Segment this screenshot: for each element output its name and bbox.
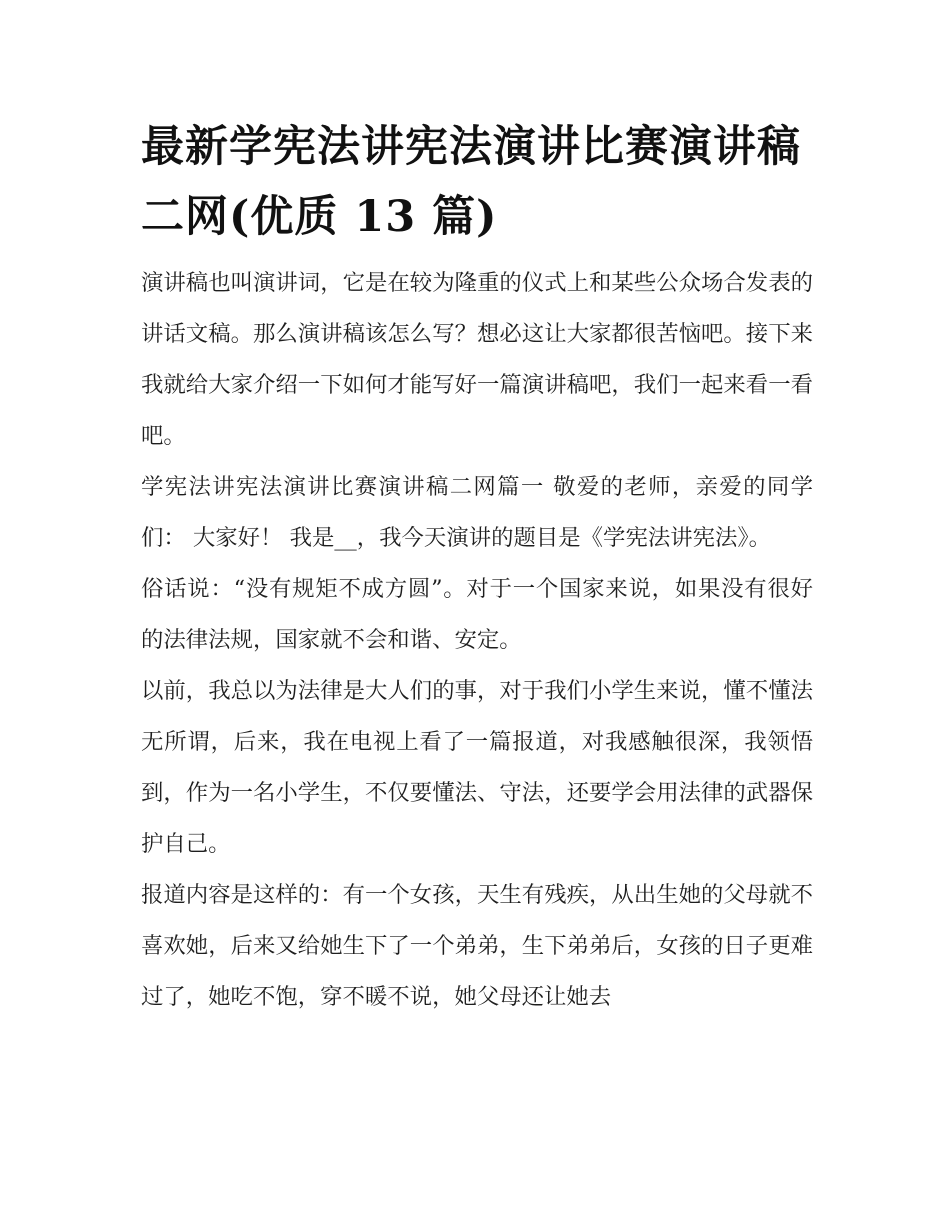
paragraph-speech-opening: 学宪法讲宪法演讲比赛演讲稿二网篇一 敬爱的老师，亲爱的同学们： 大家好！ 我是__，我今天演讲的题目是《学宪法讲宪法》。 — [141, 474, 813, 551]
document-title: 最新学宪法讲宪法演讲比赛演讲稿二网(优质 13 篇) — [141, 122, 801, 242]
paragraph-intro: 演讲稿也叫演讲词，它是在较为隆重的仪式上和某些公众场合发表的讲话文稿。那么演讲稿该怎么写？想必这让大家都很苦恼吧。接下来我就给大家介绍一下如何才能写好一篇演讲稿吧，我们一起来看一看吧。 — [141, 270, 813, 449]
paragraph-reflection: 以前，我总以为法律是大人们的事，对于我们小学生来说，懂不懂法无所谓，后来，我在电视上看了一篇报道，对我感触很深，我领悟到，作为一名小学生，不仅要懂法、守法，还要学会用法律的武器保护自己。 — [141, 678, 813, 857]
paragraph-report: 报道内容是这样的：有一个女孩，天生有残疾，从出生她的父母就不喜欢她，后来又给她生下了一个弟弟，生下弟弟后，女孩的日子更难过了，她吃不饱，穿不暖不说，她父母还让她去 — [141, 882, 813, 1010]
document-page — [141, 112, 813, 1023]
paragraph-proverb: 俗话说：“没有规矩不成方圆”。对于一个国家来说，如果没有很好的法律法规，国家就不会和谐、安定。 — [141, 576, 813, 653]
